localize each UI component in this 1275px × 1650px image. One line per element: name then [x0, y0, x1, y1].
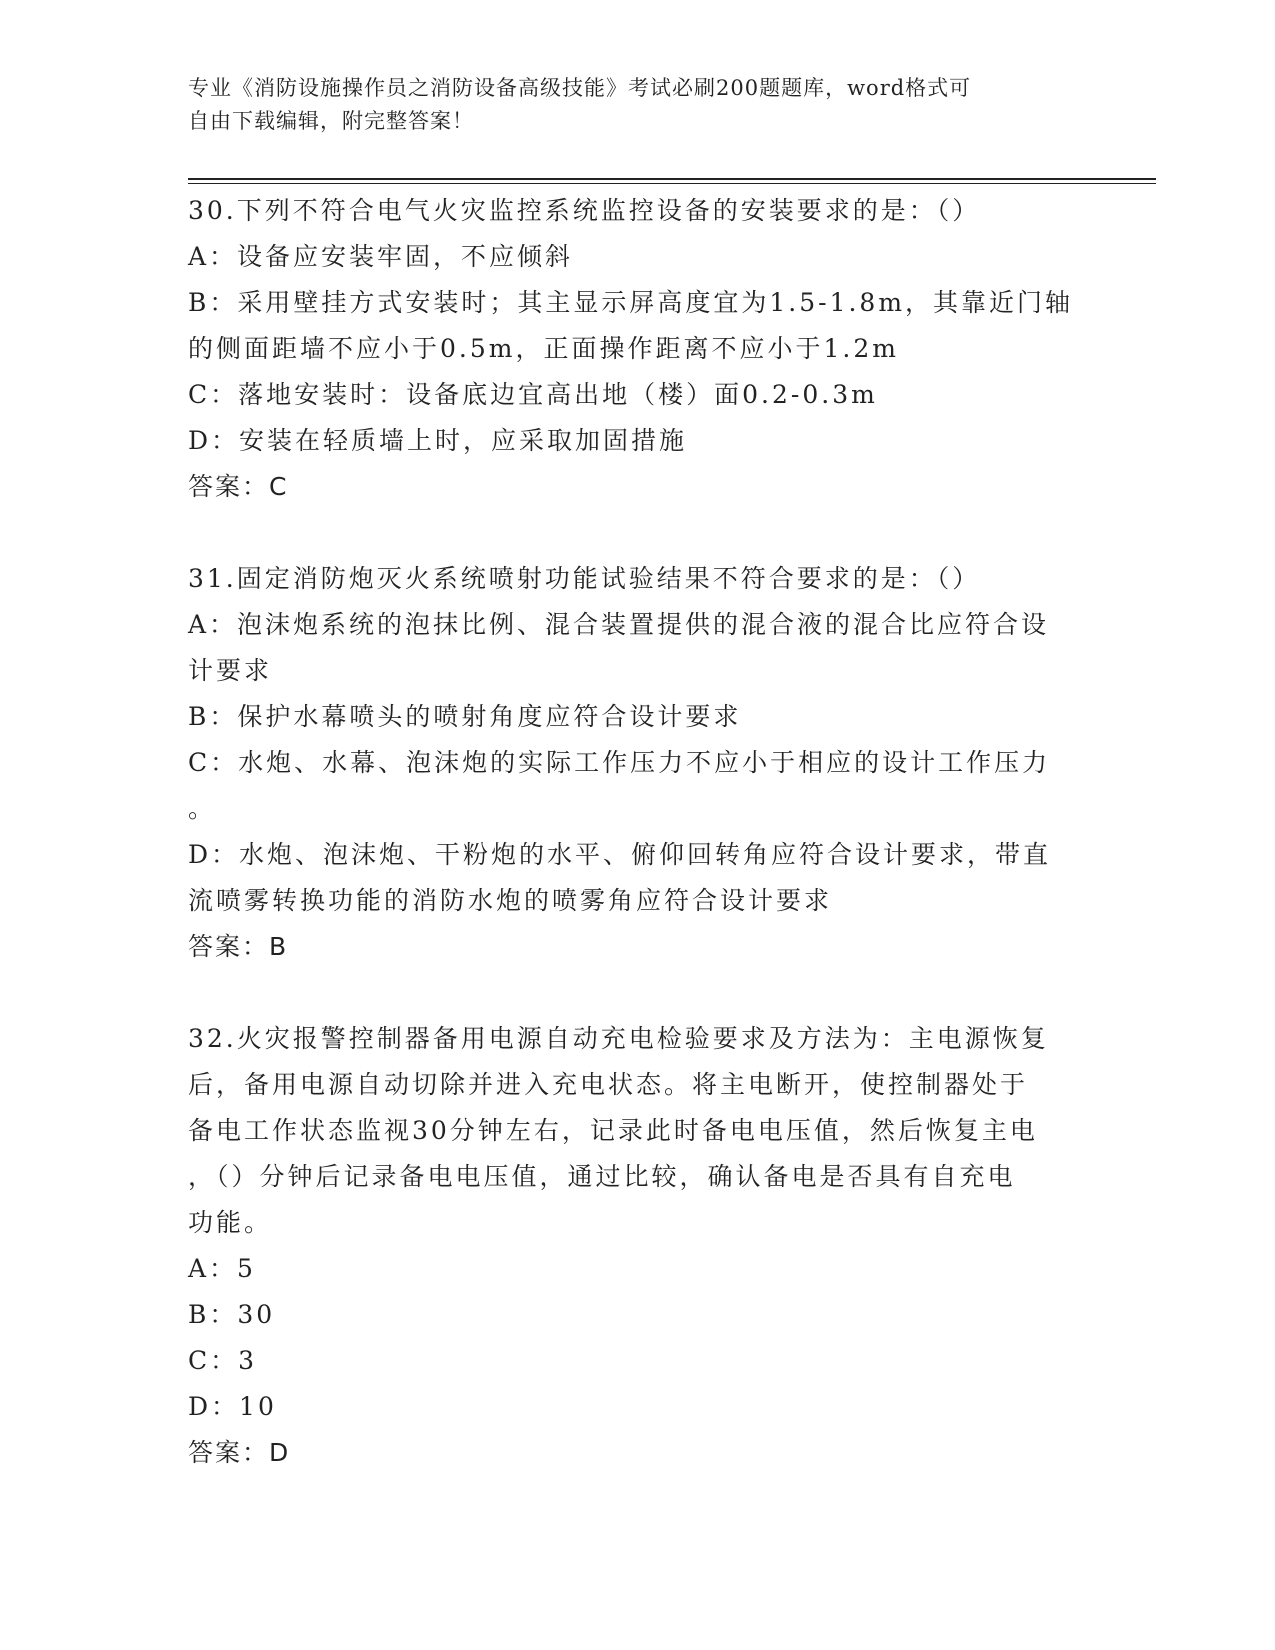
option-c [188, 1338, 1093, 1384]
answer-label: 答案：B [188, 932, 289, 961]
option-text: 流喷雾转换功能的消防水炮的喷雾角应符合设计要求 [188, 886, 833, 915]
option-c [188, 372, 1093, 418]
option-text: A：5 [188, 1254, 256, 1283]
answer-label: 答案：D [188, 1438, 291, 1467]
question-31 [188, 556, 1093, 970]
option-text: C：落地安装时：设备底边宜高出地（楼）面0.2-0.3m [188, 380, 878, 409]
option-text: 计要求 [188, 656, 273, 685]
option-text: D：10 [188, 1392, 277, 1421]
header-rule-thin [188, 183, 1156, 184]
option-b [188, 1292, 1093, 1338]
question-list [188, 188, 1093, 1476]
document-header [188, 72, 1068, 138]
option-text: A：设备应安装牢固，不应倾斜 [188, 242, 574, 271]
option-text: D：安装在轻质墙上时，应采取加固措施 [188, 426, 688, 455]
option-text: C：水炮、水幕、泡沫炮的实际工作压力不应小于相应的设计工作压力 [188, 748, 1051, 777]
option-text: D：水炮、泡沫炮、干粉炮的水平、俯仰回转角应符合设计要求，带直 [188, 840, 1052, 869]
question-stem: ，（）分钟后记录备电电压值，通过比较，确认备电是否具有自充电 [188, 1162, 1016, 1191]
option-text: A：泡沫炮系统的泡抹比例、混合装置提供的混合液的混合比应符合设 [188, 610, 1050, 639]
option-text: B：保护水幕喷头的喷射角度应符合设计要求 [188, 702, 742, 731]
option-a [188, 234, 1093, 280]
option-b [188, 280, 1093, 372]
option-a [188, 1246, 1093, 1292]
option-text: B：采用壁挂方式安装时；其主显示屏高度宜为1.5-1.8m，其靠近门轴 [188, 288, 1074, 317]
header-line-2: 自由下载编辑，附完整答案！ [188, 109, 474, 133]
question-stem: 32.火灾报警控制器备用电源自动充电检验要求及方法为：主电源恢复 [188, 1024, 1049, 1053]
option-d [188, 1384, 1093, 1430]
question-stem: 31.固定消防炮灭火系统喷射功能试验结果不符合要求的是：（） [188, 564, 981, 593]
question-stem: 后，备用电源自动切除并进入充电状态。将主电断开，使控制器处于 [188, 1070, 1029, 1099]
option-c [188, 740, 1093, 832]
option-text: 。 [188, 794, 217, 823]
option-d [188, 418, 1093, 464]
header-rule-thick [188, 178, 1156, 180]
question-stem: 30.下列不符合电气火灾监控系统监控设备的安装要求的是：（） [188, 196, 981, 225]
option-b [188, 694, 1093, 740]
question-stem: 备电工作状态监视30分钟左右，记录此时备电电压值，然后恢复主电 [188, 1116, 1038, 1145]
question-32 [188, 1016, 1093, 1476]
option-a [188, 602, 1093, 694]
option-d [188, 832, 1093, 924]
option-text: B：30 [188, 1300, 276, 1329]
option-text: 的侧面距墙不应小于0.5m，正面操作距离不应小于1.2m [188, 334, 899, 363]
question-stem: 功能。 [188, 1208, 273, 1237]
header-line-1: 专业《消防设施操作员之消防设备高级技能》考试必刷200题题库，word格式可 [188, 76, 972, 100]
option-text: C：3 [188, 1346, 258, 1375]
question-30 [188, 188, 1093, 510]
answer-label: 答案：C [188, 472, 289, 501]
